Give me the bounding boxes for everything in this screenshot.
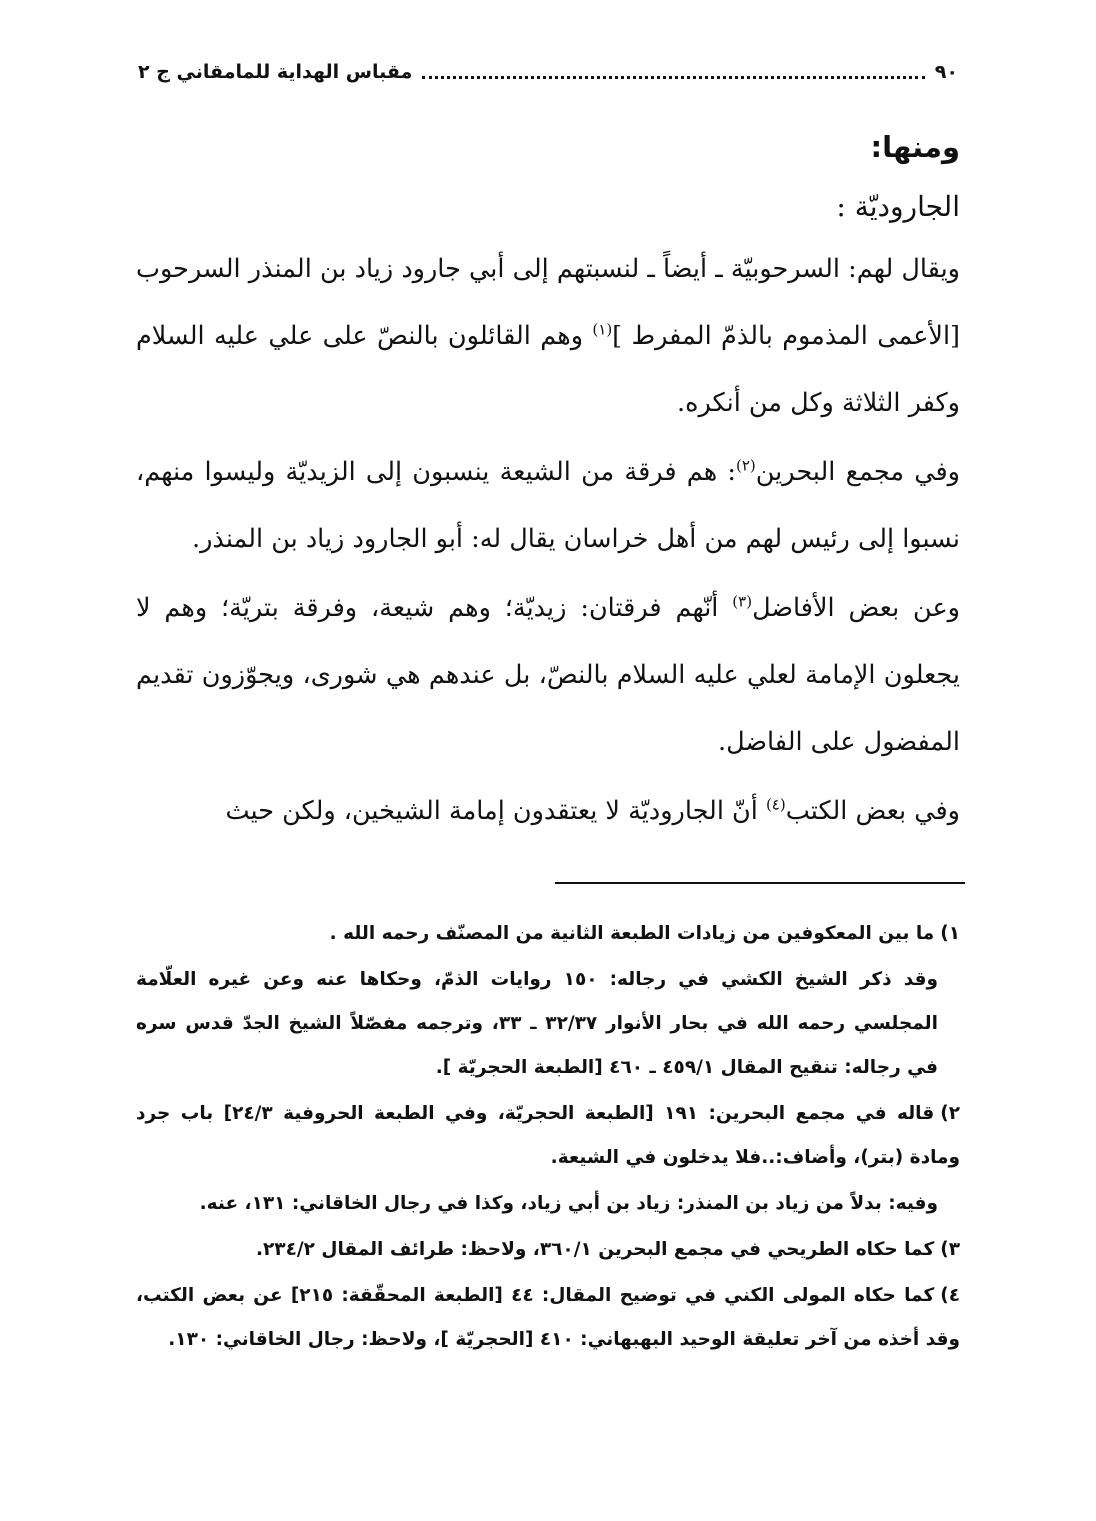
paragraph-text: وفي بعض الكتب <box>785 796 960 826</box>
sect-title: الجاروديّة : <box>836 190 960 223</box>
section-heading: ومنها: <box>870 130 960 164</box>
paragraph-text: ويقال لهم: السرحوبيّة ـ أيضاً ـ لنسبتهم إلى أبي جارود زياد بن المنذر السرحوب [الأعمى المذموم بالذمّ المفرط ] <box>136 254 960 351</box>
paragraph-3 <box>136 575 960 776</box>
footnote-number: ٣) <box>940 1239 960 1260</box>
footnotes <box>136 912 960 1362</box>
running-header <box>138 52 958 92</box>
footnote-4 <box>136 1274 960 1362</box>
footnote-text: كما حكاه الطريحي في مجمع البحرين ٣٦٠/١، ولاحظ: طرائف المقال ٢٣٤/٢. <box>255 1239 935 1260</box>
footnote-number: ٤) <box>940 1285 960 1306</box>
paragraph-text: أنّهم فرقتان: زيديّة؛ وهم شيعة، وفرقة بتريّة؛ وهم لا يجعلون الإمامة لعلي عليه السلام بالنصّ، بل عندهم هي شورى، ويجوّزون تقديم المفضول على الفاضل. <box>136 593 960 757</box>
footnote-ref[interactable]: (٣) <box>732 592 753 611</box>
footnote-ref[interactable]: (٤) <box>765 795 786 814</box>
footnote-2 <box>136 1092 960 1180</box>
footnote-ref[interactable]: (١) <box>592 320 613 339</box>
page-number: ٩٠ <box>934 61 958 83</box>
paragraph-4 <box>136 778 960 845</box>
book-title: مقباس الهداية للمامقاني ج ٢ <box>138 61 413 83</box>
main-text <box>136 118 960 845</box>
footnote-1-continued <box>136 958 960 1090</box>
paragraph-text: أنّ الجاروديّة لا يعتقدون إمامة الشيخين، ولكن حيث <box>225 796 766 826</box>
paragraph-text: وهم القائلون بالنصّ على علي عليه السلام وكفر الثلاثة وكل من أنكره. <box>136 321 960 418</box>
paragraph-text: : هم فرقة من الشيعة ينسبون إلى الزيديّة وليسوا منهم، نسبوا إلى رئيس لهم من أهل خراسان يقال له: أبو الجارود زياد بن المنذر. <box>136 457 960 554</box>
footnote-text: كما حكاه المولى الكني في توضيح المقال: ٤٤ [الطبعة المحقّقة: ٢١٥] عن بعض الكتب، وقد أخذه من آخر تعليقة الوحيد البهبهاني: ٤١٠ [الحجريّة ]، ولاحظ: رجال الخاقاني: ١٣٠. <box>136 1285 960 1350</box>
header-dot-leader <box>422 66 924 79</box>
footnote-number: ٢) <box>940 1103 960 1124</box>
footnote-text: وقد ذكر الشيخ الكشي في رجاله: ١٥٠ روايات الذمّ، وحكاها عنه وعن غيره العلّامة المجلسي رحمه الله في بحار الأنوار ٣٢/٣٧ ـ ٣٣، وترجمه مفصّلاً الشيخ الجدّ قدس سره في رجاله: تنقيح المقال ٤٥٩/١ ـ ٤٦٠ [الطبعة الحجريّة ]. <box>136 969 938 1078</box>
footnote-2-continued <box>136 1182 960 1226</box>
paragraph-text: وفي مجمع البحرين <box>755 457 960 487</box>
footnote-separator <box>555 882 965 884</box>
footnote-text: وفيه: بدلاً من زياد بن المنذر: زياد بن أبي زياد، وكذا في رجال الخاقاني: ١٣١، عنه. <box>199 1193 938 1214</box>
footnote-1 <box>136 912 960 956</box>
paragraph-text: وعن بعض الأفاضل <box>752 593 960 623</box>
footnote-number: ١) <box>940 923 960 944</box>
footnote-ref[interactable]: (٢) <box>735 456 756 475</box>
paragraph-2 <box>136 439 960 573</box>
paragraph-1 <box>136 236 960 437</box>
footnote-text: ما بين المعكوفين من زيادات الطبعة الثانية من المصنّف رحمه الله . <box>329 923 935 944</box>
footnote-text: قاله في مجمع البحرين: ١٩١ [الطبعة الحجريّة، وفي الطبعة الحروفية ٢٤/٣] باب جرد ومادة (بتر)، وأضاف:..فلا يدخلون في الشيعة. <box>136 1103 960 1168</box>
footnote-3 <box>136 1228 960 1272</box>
